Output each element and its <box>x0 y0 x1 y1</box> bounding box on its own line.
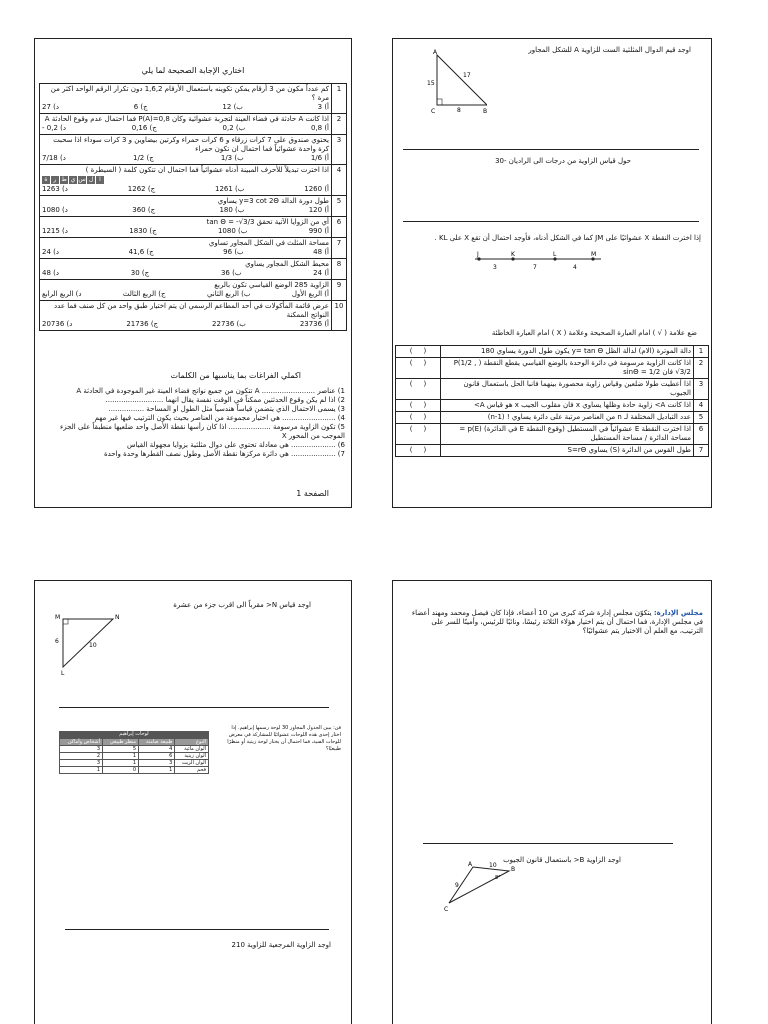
answer-option[interactable]: ب) 12 <box>222 103 243 111</box>
page4-q2: اوجد الزاوية B< باستعمال قانون الجيوب <box>503 856 621 864</box>
tf-row <box>396 424 709 445</box>
answer-option[interactable]: ج) 1/2 <box>132 154 154 162</box>
point-j: J <box>477 251 479 258</box>
art-header-cell: أشخاص وأماكن <box>60 739 103 746</box>
fill-item: 2) اذا لم يكن وقوع الحدثتين ممكناً في الوقت نفسة يقال انهما .......................... <box>105 396 345 404</box>
question-number: 1 <box>332 84 347 114</box>
page-footer: الصفحة 1 <box>296 489 329 498</box>
question-row <box>40 84 347 114</box>
art-cell: ألوان مائية <box>175 746 209 753</box>
page-2 <box>392 38 712 508</box>
side-10: 10 <box>489 862 497 869</box>
answer-option[interactable]: د) 0,2 - <box>42 124 66 132</box>
tf-answer-box[interactable]: ( ) <box>396 358 441 379</box>
vertex-c: C <box>444 906 449 913</box>
side-10: 10 <box>89 642 97 649</box>
options-row <box>42 320 329 329</box>
answer-option[interactable]: ب) 22736 <box>212 320 246 328</box>
question-cell <box>40 165 332 196</box>
question-number: 4 <box>332 165 347 196</box>
board-label: مجلس الإدارة: <box>653 609 703 617</box>
question-text: محيط الشكل المجاور يساوي <box>245 260 329 268</box>
fill-item: 5) تكون الزاوية مرسومة ................... اذا كان رأسها نقطة الأصل واحد ضلعيها منطبقاً على الجزء الموجب من المحور X <box>60 423 345 440</box>
tf-statement: اذا اخترت النقطة E عشوائياً في المستطيل (وقوع النقطة E في الدائرة) p(E) = مساحة الدائرة / مساحة المستطيل <box>441 424 694 445</box>
art-cell: ألوان الزيت <box>175 760 209 767</box>
vertex-n: N <box>115 614 120 621</box>
seg-lm: 4 <box>573 264 577 271</box>
seg-jk: 3 <box>493 264 497 271</box>
answer-option[interactable]: أ) الربع الأول <box>291 290 329 298</box>
tf-row <box>396 358 709 379</box>
art-cell: 0 <box>103 767 139 774</box>
question-text: الزاوية 285 الوضع القياسي تكون بالربع <box>214 281 329 289</box>
page1-title: اختاري الإجابة الصحيحة لما يلي <box>141 66 245 75</box>
answer-option[interactable]: أ) 23736 <box>299 320 329 328</box>
tf-number: 5 <box>694 412 709 424</box>
board-text: يتكوّن مجلس إدارة شركة كبرى من 10 أعضاء، فإذا كان فيصل ومحمد ومهند أعضاء في مجلس الإدارة، فما احتمال أن يتم اختيار هؤلاء الثلاثة رئيسًا، ونائبًا للرئيس، وأمينًا للسر على الترتيب، مع العلم أن الاختيار يتم عشوائيًا؟ <box>411 609 703 635</box>
question-cell <box>40 217 332 238</box>
question-row <box>40 135 347 165</box>
art-cell: 1 <box>139 767 175 774</box>
tf-row <box>396 400 709 412</box>
art-cell: 1 <box>60 767 103 774</box>
side-8-label: 8 <box>457 107 461 114</box>
question-text: أي من الزوايا الآتية تحقق tan Θ = -√3/3 <box>206 218 329 226</box>
answer-option[interactable]: ج) 1262 <box>127 185 156 193</box>
vertex-b-label: B <box>483 108 487 115</box>
question-row <box>40 280 347 301</box>
letter-tile: ل <box>88 176 94 183</box>
question-number: 10 <box>332 301 347 331</box>
vertex-b: B <box>511 866 516 873</box>
options-row <box>42 269 329 278</box>
tf-title: ضع علامة ( √ ) امام العبارة الصحيحة وعلامة ( X ) امام العبارة الخاطئة <box>491 329 697 337</box>
question-cell <box>40 135 332 165</box>
question-number: 2 <box>332 114 347 135</box>
page3-q1: اوجد قياس N< مقرباً الى اقرب جزء من عشرة <box>173 601 311 609</box>
question-text: كم عدداً مكون من 3 أرقام يمكن تكوينه باستعمال الأرقام 1,6,2 دون تكرار الرقم الواحد اكثر من مرة ؟ <box>50 85 329 102</box>
question-number: 8 <box>332 259 347 280</box>
answer-option[interactable]: أ) 1/6 <box>310 154 329 162</box>
tf-row <box>396 412 709 424</box>
art-header-cell: منظر طبيعي <box>103 739 139 746</box>
answer-option[interactable]: أ) 1260 <box>304 185 329 193</box>
art-cell: 5 <box>103 746 139 753</box>
fill-item: 7) .................... هي دائرة مركزها نقطة الأصل وطول نصف القطرها وحدة واحدة <box>103 450 345 458</box>
art-header-cell: النوع <box>175 739 209 746</box>
answer-option[interactable]: د) 48 <box>42 269 59 277</box>
page4-q1 <box>407 609 703 636</box>
tf-answer-box[interactable]: ( ) <box>396 400 441 412</box>
true-false-table <box>395 345 709 457</box>
answer-option[interactable]: ب) الربع الثاني <box>206 290 251 298</box>
art-cell: 3 <box>60 746 103 753</box>
art-cell: 2 <box>60 753 103 760</box>
art-row <box>60 767 209 774</box>
tf-answer-box[interactable]: ( ) <box>396 379 441 400</box>
fill-item: 1) عناصر ........................ A تتكون من جميع نواتج فضاء العينة غير الموجودة في الحادثة A <box>76 387 345 395</box>
art-cell: ألوان زيتية <box>175 753 209 760</box>
answer-option[interactable]: ب) 1080 <box>217 227 248 235</box>
letter-tile: س <box>78 176 86 183</box>
options-row <box>42 124 329 133</box>
question-text: عرض قائمة المأكولات في أحد المطاعم الرسمي ان يتم اختيار طبق واحد من كل صنف فما عدد النواتج الممكنة <box>54 302 329 319</box>
question-text: مساحة المثلث في الشكل المجاور تساوي <box>208 239 329 247</box>
questions-table <box>39 83 347 331</box>
answer-option[interactable]: أ) 990 <box>308 227 329 235</box>
art-row <box>60 760 209 767</box>
art-header-row <box>60 739 209 746</box>
tf-number: 7 <box>694 445 709 457</box>
seg-kl: 7 <box>533 264 537 271</box>
fill-item: 6) .................... هي معادلة تحتوي على دوال مثلثية بزوايا مجهولة القياس <box>126 441 345 449</box>
question-cell <box>40 196 332 217</box>
answer-option[interactable]: د) 1263 <box>42 185 68 193</box>
letter-tile: ي <box>70 176 76 183</box>
answer-option[interactable]: ج) 21736 <box>126 320 159 328</box>
fill-item: 3) يسمى الاحتمال الذي يتضمن قياساً هندسياً مثل الطول او المساحة ................ <box>108 405 345 413</box>
letter-tile: ة <box>42 176 50 184</box>
fill-list <box>45 387 345 459</box>
side-15-label: 15 <box>427 80 435 87</box>
art-cell: فحم <box>175 767 209 774</box>
page-4 <box>392 580 712 1024</box>
tf-answer-box[interactable]: ( ) <box>396 346 441 358</box>
triangle-abc <box>441 857 521 917</box>
art-cell: 6 <box>139 753 175 760</box>
answer-option[interactable]: د) 24 <box>42 248 60 256</box>
answer-option[interactable]: أ) 3 <box>317 103 329 111</box>
tf-statement: طول القوس من الدائرة (S) يساوي S=rΘ <box>441 445 694 457</box>
question-cell <box>40 301 332 331</box>
answer-option[interactable]: د) الربع الرابع <box>42 290 82 298</box>
answer-option[interactable]: ج) الربع الثالث <box>122 290 166 298</box>
art-cell: 3 <box>139 760 175 767</box>
point-m: M <box>591 251 597 258</box>
side-17-label: 17 <box>463 72 471 79</box>
question-number: 7 <box>332 238 347 259</box>
tf-row <box>396 379 709 400</box>
question-row <box>40 301 347 331</box>
tf-number: 2 <box>694 358 709 379</box>
answer-option[interactable]: ب) 0,2 <box>222 124 246 132</box>
answer-option[interactable]: ب) 36 <box>220 269 242 277</box>
question-text: اذا اخترت تبديلاً للأحرف المبينة أدناه عشوائياً فما احتمال ان تتكون كلمة ( السيطرة ) <box>85 166 329 174</box>
point-k: K <box>511 251 515 258</box>
answer-option[interactable]: أ) 48 <box>313 248 329 256</box>
side-6: 6 <box>55 638 59 645</box>
art-header-cell: طبيعة صامتة <box>139 739 175 746</box>
options-row <box>42 206 329 215</box>
art-row <box>60 746 209 753</box>
tf-answer-box[interactable]: ( ) <box>396 412 441 424</box>
page-3 <box>34 580 352 1024</box>
answer-option[interactable]: د) 20736 <box>42 320 73 328</box>
art-table <box>59 731 209 774</box>
right-triangle-figure <box>407 45 487 115</box>
answer-option[interactable]: أ) 0,8 <box>310 124 329 132</box>
answer-line <box>403 221 699 222</box>
art-table-title: لوحات إبراهيم <box>59 731 209 738</box>
art-cell: 1 <box>103 753 139 760</box>
question-text: طول دورة الدالة y=3 cot 2Θ يساوي <box>217 197 329 205</box>
question-row <box>40 196 347 217</box>
question-text: اذا كانت A حادثة في فضاء العينة لتجربة عشوائية وكان P(A)=0,8 فما احتمال عدم وقوع الحادثة A <box>44 115 329 123</box>
tf-number: 6 <box>694 424 709 445</box>
tf-number: 4 <box>694 400 709 412</box>
answer-option[interactable]: أ) 120 <box>308 206 329 214</box>
art-cell: 3 <box>60 760 103 767</box>
answer-option[interactable]: ج) 1830 <box>129 227 157 235</box>
vertex-l: L <box>61 670 65 677</box>
answer-line <box>59 707 329 708</box>
answer-option[interactable]: د) 1080 <box>42 206 68 214</box>
tf-answer-box[interactable]: ( ) <box>396 424 441 445</box>
fill-item: 4) ........................ هي اختيار مجموعة من العناصر بحيث يكون الترتيب فيها غير مهم <box>94 414 345 422</box>
art-cell: 1 <box>103 760 139 767</box>
angle-label: 8° <box>495 875 501 881</box>
tf-row <box>396 346 709 358</box>
letter-tiles <box>42 176 329 184</box>
page2-q2: حول قياس الزاوية من درجات الى الراديان -30 <box>495 157 631 165</box>
vertex-m: M <box>55 614 61 621</box>
answer-option[interactable]: ج) 30 <box>130 269 150 277</box>
answer-line <box>403 149 699 150</box>
right-triangle-mnl <box>53 611 133 681</box>
art-cell: 4 <box>139 746 175 753</box>
tf-number: 1 <box>694 346 709 358</box>
answer-option[interactable]: د) 27 <box>42 103 59 111</box>
art-text: فن: يبين الجدول المجاور 30 لوحة رسمها إبراهيم. إذا اختار إحدى هذه اللوحات عشوائيًا للمشاركة في معرض للوحات الفنية، فما احتمال أن يختار لوحة زيتية أو منظرًا طبيعيًا؟ <box>227 725 341 752</box>
answer-option[interactable]: د) 7/18 <box>42 154 66 162</box>
tf-statement: دالة الموترة (الام) لدالة الظل y= tan Θ يكون طول الدورة يساوي 180 <box>441 346 694 358</box>
answer-option[interactable]: ج) 0,16 <box>131 124 157 132</box>
art-row <box>60 753 209 760</box>
answer-option[interactable]: أ) 24 <box>313 269 329 277</box>
point-l: L <box>553 251 557 258</box>
page3-q2: اوجد الزاوية المرجعية للزاوية 210 <box>231 941 331 949</box>
tf-statement: اذا أعطيت طولا ضلعين وقياس زاوية محصورة بينهما فانبا الحل باستعمال قانون الجيوب <box>441 379 694 400</box>
question-number: 9 <box>332 280 347 301</box>
question-number: 3 <box>332 135 347 165</box>
question-cell <box>40 280 332 301</box>
number-line-figure <box>473 249 603 273</box>
page2-q3: إذا اخترت النقطة X عشوائيًا على JM كما في الشكل أدناه، فأوجد احتمال أن تقع X على KL . <box>434 234 701 242</box>
vertex-a-label: A <box>433 49 438 56</box>
answer-option[interactable]: ب) 1/3 <box>220 154 244 162</box>
question-number: 5 <box>332 196 347 217</box>
tf-number: 3 <box>694 379 709 400</box>
vertex-c-label: C <box>431 108 436 115</box>
page2-q1: اوجد قيم الدوال المثلثية الست للزاوية A للشكل المجاور <box>528 46 691 54</box>
page-1 <box>34 38 352 508</box>
options-row <box>42 185 329 194</box>
answer-option[interactable]: د) 1215 <box>42 227 68 235</box>
question-row <box>40 165 347 196</box>
tf-answer-box[interactable]: ( ) <box>396 445 441 457</box>
question-row <box>40 114 347 135</box>
question-number: 6 <box>332 217 347 238</box>
options-row <box>42 103 329 112</box>
answer-option[interactable]: ب) 1261 <box>215 185 245 193</box>
vertex-a: A <box>468 861 473 868</box>
question-cell <box>40 114 332 135</box>
options-row <box>42 248 329 257</box>
question-row <box>40 259 347 280</box>
answer-line <box>65 929 329 930</box>
answer-option[interactable]: ب) 180 <box>219 206 245 214</box>
tf-statement: اذا كانت الزاوية مرسومة في دائرة الوحدة بالوضع القياسي يقطع النقطة ( P(1/2 , √3/2 فان sinΘ = 1/2 <box>441 358 694 379</box>
tf-statement: عدد التباديل المختلفة لـ n من العناصر مرتبة على دائرة يساوي ! (n-1) <box>441 412 694 424</box>
fill-title: اكملي الفراغات بما يناسبها من الكلمات <box>170 371 301 380</box>
answer-option[interactable]: ج) 6 <box>133 103 148 111</box>
question-row <box>40 238 347 259</box>
answer-option[interactable]: ب) 96 <box>223 248 244 256</box>
question-row <box>40 217 347 238</box>
options-row <box>42 290 329 299</box>
tf-row <box>396 445 709 457</box>
side-9: 9 <box>455 882 459 889</box>
answer-line <box>423 843 673 844</box>
options-row <box>42 227 329 236</box>
question-text: يحتوي صندوق على 7 كرات زرقاء و 6 كرات حمراء وكرتين بيضاوين و 3 كرات سوداء اذا سحبت كرة واحدة عشوائياً فما احتمال ان تكون حمراء <box>53 136 329 153</box>
question-cell <box>40 84 332 114</box>
options-row <box>42 154 329 163</box>
answer-option[interactable]: ج) 360 <box>132 206 156 214</box>
question-cell <box>40 259 332 280</box>
tf-statement: اذا كانت A> زاوية حادة وظلها يساوي x فان مقلوب الجيب x هو قياس A> <box>441 400 694 412</box>
question-cell <box>40 238 332 259</box>
letter-tile: ر <box>51 176 59 184</box>
letter-tile: ط <box>61 176 67 183</box>
letter-tile: ا <box>96 176 104 184</box>
answer-option[interactable]: ج) 41,6 <box>128 248 154 256</box>
